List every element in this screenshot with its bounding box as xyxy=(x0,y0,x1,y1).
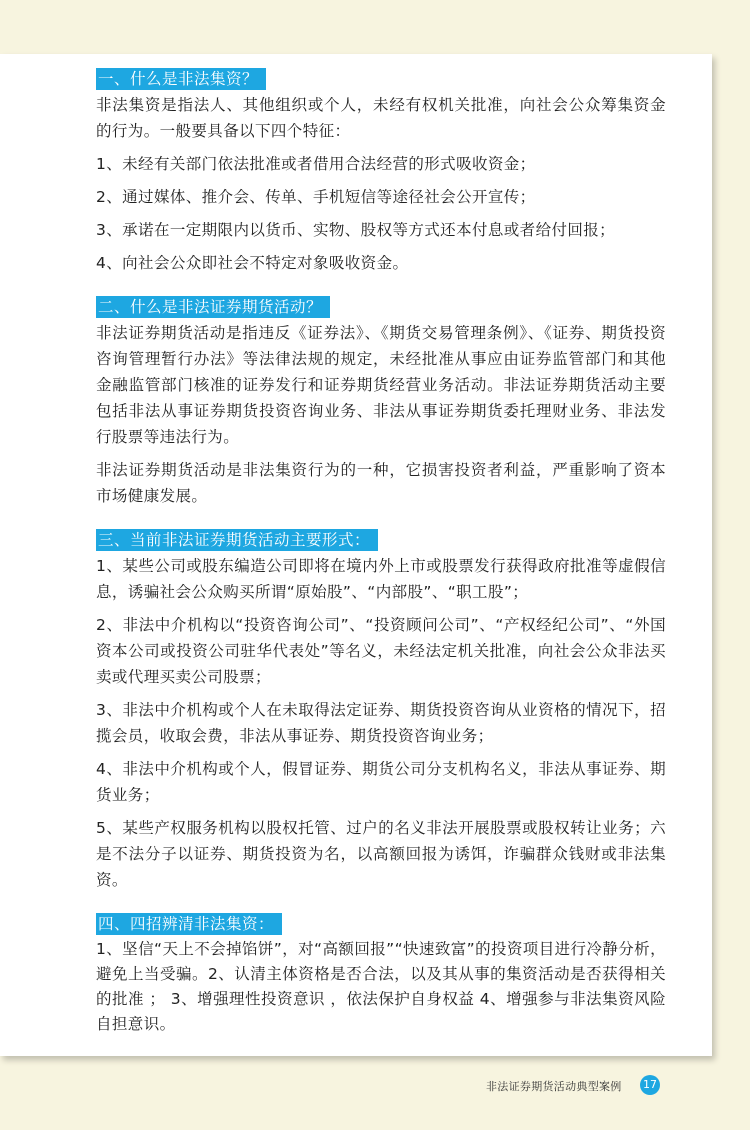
document-body xyxy=(96,66,666,1051)
paragraph: 非法证券期货活动是指违反《证券法》、《期货交易管理条例》、《证券、期货投资咨询管理暂行办法》等法律法规的规定，未经批准从事应由证券监管部门和其他金融监管部门核准的证券发行和证券期货经营业务活动。非法证券期货活动主要包括非法从事证券期货投资咨询业务、非法从事证券期货委托理财业务、非法发行股票等违法行为。 xyxy=(96,324,666,446)
list-item: 2、非法中介机构以“投资咨询公司”、“投资顾问公司”、“产权经纪公司”、“外国资本公司或投资公司驻华代表处”等名义，未经法定机关批准，向社会公众非法买卖或代理买卖公司股票； xyxy=(96,616,666,686)
list-item: 2、通过媒体、推介会、传单、手机短信等途径社会公开宣传； xyxy=(96,188,536,206)
section-heading: 四、四招辨清非法集资： xyxy=(96,913,282,935)
list-item: 1、未经有关部门依法批准或者借用合法经营的形式吸收资金； xyxy=(96,155,536,173)
section-4 xyxy=(96,911,666,1037)
list-item: 3、承诺在一定期限内以货币、实物、股权等方式还本付息或者给付回报； xyxy=(96,221,616,239)
section-heading: 一、什么是非法集资？ xyxy=(96,68,266,90)
list-item: 4、非法中介机构或个人，假冒证券、期货公司分支机构名义，非法从事证券、期货业务； xyxy=(96,760,666,804)
paragraph: 非法证券期货活动是非法集资行为的一种，它损害投资者利益，严重影响了资本市场健康发展。 xyxy=(96,461,666,505)
section-heading: 三、当前非法证券期货活动主要形式： xyxy=(96,529,378,551)
list-item: 5、某些产权服务机构以股权托管、过户的名义非法开展股票或股权转让业务；六是不法分子以证券、期货投资为名，以高额回报为诱饵，诈骗群众钱财或非法集资。 xyxy=(96,819,666,889)
running-footer: 非法证券期货活动典型案例 xyxy=(486,1080,622,1093)
page-number-badge: 17 xyxy=(640,1075,660,1095)
section-heading: 二、什么是非法证券期货活动？ xyxy=(96,296,330,318)
list-item: 4、向社会公众即社会不特定对象吸收资金。 xyxy=(96,254,409,272)
list-item: 1、某些公司或股东编造公司即将在境内外上市或股票发行获得政府批准等虚假信息，诱骗社会公众购买所谓“原始股”、“内部股”、“职工股”； xyxy=(96,557,666,601)
paragraph: 非法集资是指法人、其他组织或个人，未经有权机关批准，向社会公众筹集资金的行为。一般要具备以下四个特征： xyxy=(96,96,666,140)
section-3 xyxy=(96,527,666,893)
section-1 xyxy=(96,66,666,276)
paragraph: 1、坚信“天上不会掉馅饼”，对“高额回报”“快速致富”的投资项目进行冷静分析，避免上当受骗。2、认清主体资格是否合法，以及其从事的集资活动是否获得相关的批准 ； 3、增强理性投资意识 ，依法保护自身权益 4、增强参与非法集资风险自担意识。 xyxy=(96,940,666,1033)
section-2 xyxy=(96,294,666,509)
list-item: 3、非法中介机构或个人在未取得法定证券、期货投资咨询从业资格的情况下，招揽会员，收取会费，非法从事证券、期货投资咨询业务； xyxy=(96,701,666,745)
